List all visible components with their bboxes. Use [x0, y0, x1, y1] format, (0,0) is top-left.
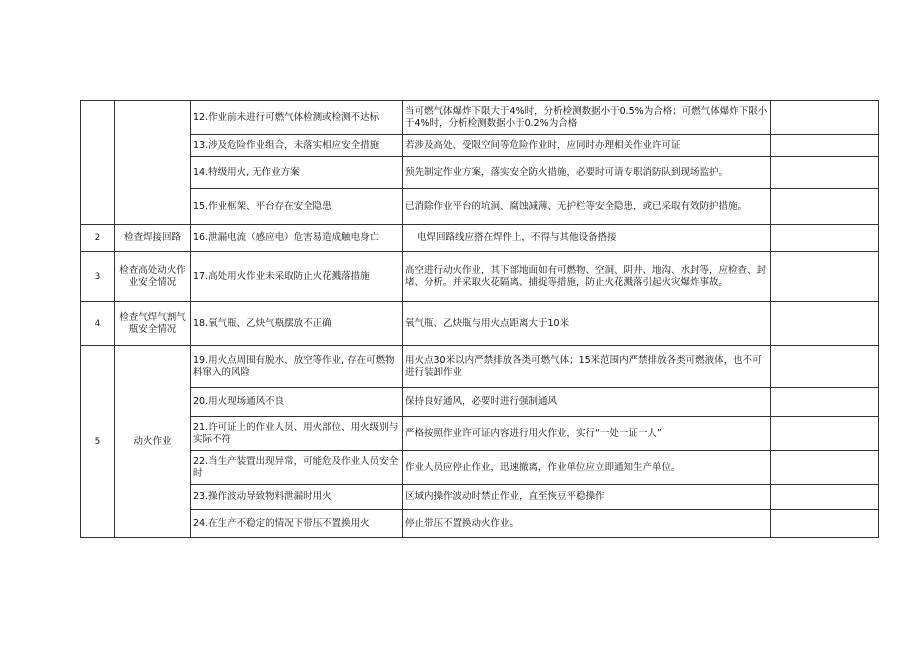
measure-cell: 预先制定作业方案，落实安全防火措施，必要时可请专职消防队到现场监护。	[403, 157, 771, 189]
table-row	[81, 451, 879, 485]
hazard-cell: 20.用火现场通风不良	[191, 388, 403, 417]
table-row	[81, 225, 879, 252]
measure-cell: 停止带压不置换动火作业。	[403, 510, 771, 538]
hazard-cell: 14.特级用火, 无作业方案	[191, 157, 403, 189]
confirm-cell[interactable]	[771, 485, 879, 510]
row-number	[81, 101, 115, 225]
confirm-cell[interactable]	[771, 101, 879, 135]
hazard-cell: 23.操作波动导致物料泄漏时用火	[191, 485, 403, 510]
measure-cell: 若涉及高处、受限空间等危险作业时，应同时办理相关作业许可证	[403, 135, 771, 157]
measure-cell: 已消除作业平台的坑洞、腐蚀减薄、无护栏等安全隐患，或已采取有效防护措施。	[403, 189, 771, 225]
confirm-cell[interactable]	[771, 189, 879, 225]
check-category: 检查气焊气割气瓶安全情况	[115, 302, 191, 346]
confirm-cell[interactable]	[771, 388, 879, 417]
hazard-cell: 13.涉及危险作业组合，未落实相应安全措施	[191, 135, 403, 157]
confirm-cell[interactable]	[771, 417, 879, 451]
hazard-cell: 18.氧气瓶、乙炔气瓶摆放不正确	[191, 302, 403, 346]
confirm-cell[interactable]	[771, 302, 879, 346]
hazard-cell: 15.作业框架、平台存在安全隐患	[191, 189, 403, 225]
measure-cell: 严格按照作业许可证内容进行用火作业，实行“一处一证一人”	[403, 417, 771, 451]
hazard-measure-table	[80, 100, 879, 538]
measure-cell: 作业人员应停止作业，迅速撤离，作业单位应立即通知生产单位。	[403, 451, 771, 485]
measure-cell: 高空进行动火作业，其下部地面如有可燃物、空洞、阴井、地沟、水封等，应检查、封堵、分析。并采取火花隔离、捕捉等措施，防止火花溅落引起火灾爆炸事故。	[403, 252, 771, 302]
hazard-cell: 21.许可证上的作业人员、用火部位、用火级别与实际不符	[191, 417, 403, 451]
measure-cell: 用火点30米以内严禁排放各类可燃气体；15米范围内严禁排放各类可燃液体，也不可进行装卸作业	[403, 346, 771, 388]
table-row	[81, 252, 879, 302]
table-row	[81, 417, 879, 451]
confirm-cell[interactable]	[771, 510, 879, 538]
check-category: 检查焊接回路	[115, 225, 191, 252]
table-row	[81, 346, 879, 388]
row-number: 3	[81, 252, 115, 302]
measure-cell: 电焊回路线应搭在焊件上，不得与其他设备搭接	[403, 225, 771, 252]
hazard-cell: 19.用火点周围有脱水、放空等作业, 存在可燃物料窜入的风险	[191, 346, 403, 388]
confirm-cell[interactable]	[771, 451, 879, 485]
hazard-cell: 17.高处用火作业未采取防止火花溅落措施	[191, 252, 403, 302]
hazard-cell: 16.泄漏电流（感应电）危害易造成触电身亡	[191, 225, 403, 252]
table-row	[81, 157, 879, 189]
row-number: 5	[81, 346, 115, 538]
check-category	[115, 101, 191, 225]
safety-checklist-sheet	[80, 100, 879, 538]
confirm-cell[interactable]	[771, 135, 879, 157]
confirm-cell[interactable]	[771, 346, 879, 388]
check-category: 动火作业	[115, 346, 191, 538]
check-category: 检查高处动火作业安全情况	[115, 252, 191, 302]
row-number: 4	[81, 302, 115, 346]
measure-cell: 当可燃气体爆炸下限大于4%时，分析检测数据小于0.5%为合格；可燃气体爆炸下限小于4%时，分析检测数据小于0.2%为合格	[403, 101, 771, 135]
table-row	[81, 302, 879, 346]
table-row	[81, 189, 879, 225]
table-row	[81, 510, 879, 538]
table-row	[81, 101, 879, 135]
table-row	[81, 485, 879, 510]
hazard-cell: 22.当生产装置出现异常，可能危及作业人员安全时	[191, 451, 403, 485]
row-number: 2	[81, 225, 115, 252]
table-row	[81, 388, 879, 417]
measure-cell: 氧气瓶、乙炔瓶与用火点距离大于10米	[403, 302, 771, 346]
confirm-cell[interactable]	[771, 252, 879, 302]
confirm-cell[interactable]	[771, 225, 879, 252]
measure-cell: 保持良好通风，必要时进行强制通风	[403, 388, 771, 417]
measure-cell: 区域内操作波动时禁止作业，直至恢豆平稳操作	[403, 485, 771, 510]
hazard-cell: 12.作业前未进行可燃气体检测或检测不达标	[191, 101, 403, 135]
confirm-cell[interactable]	[771, 157, 879, 189]
table-row	[81, 135, 879, 157]
hazard-cell: 24.在生产不稳定的情况下带压不置换用火	[191, 510, 403, 538]
